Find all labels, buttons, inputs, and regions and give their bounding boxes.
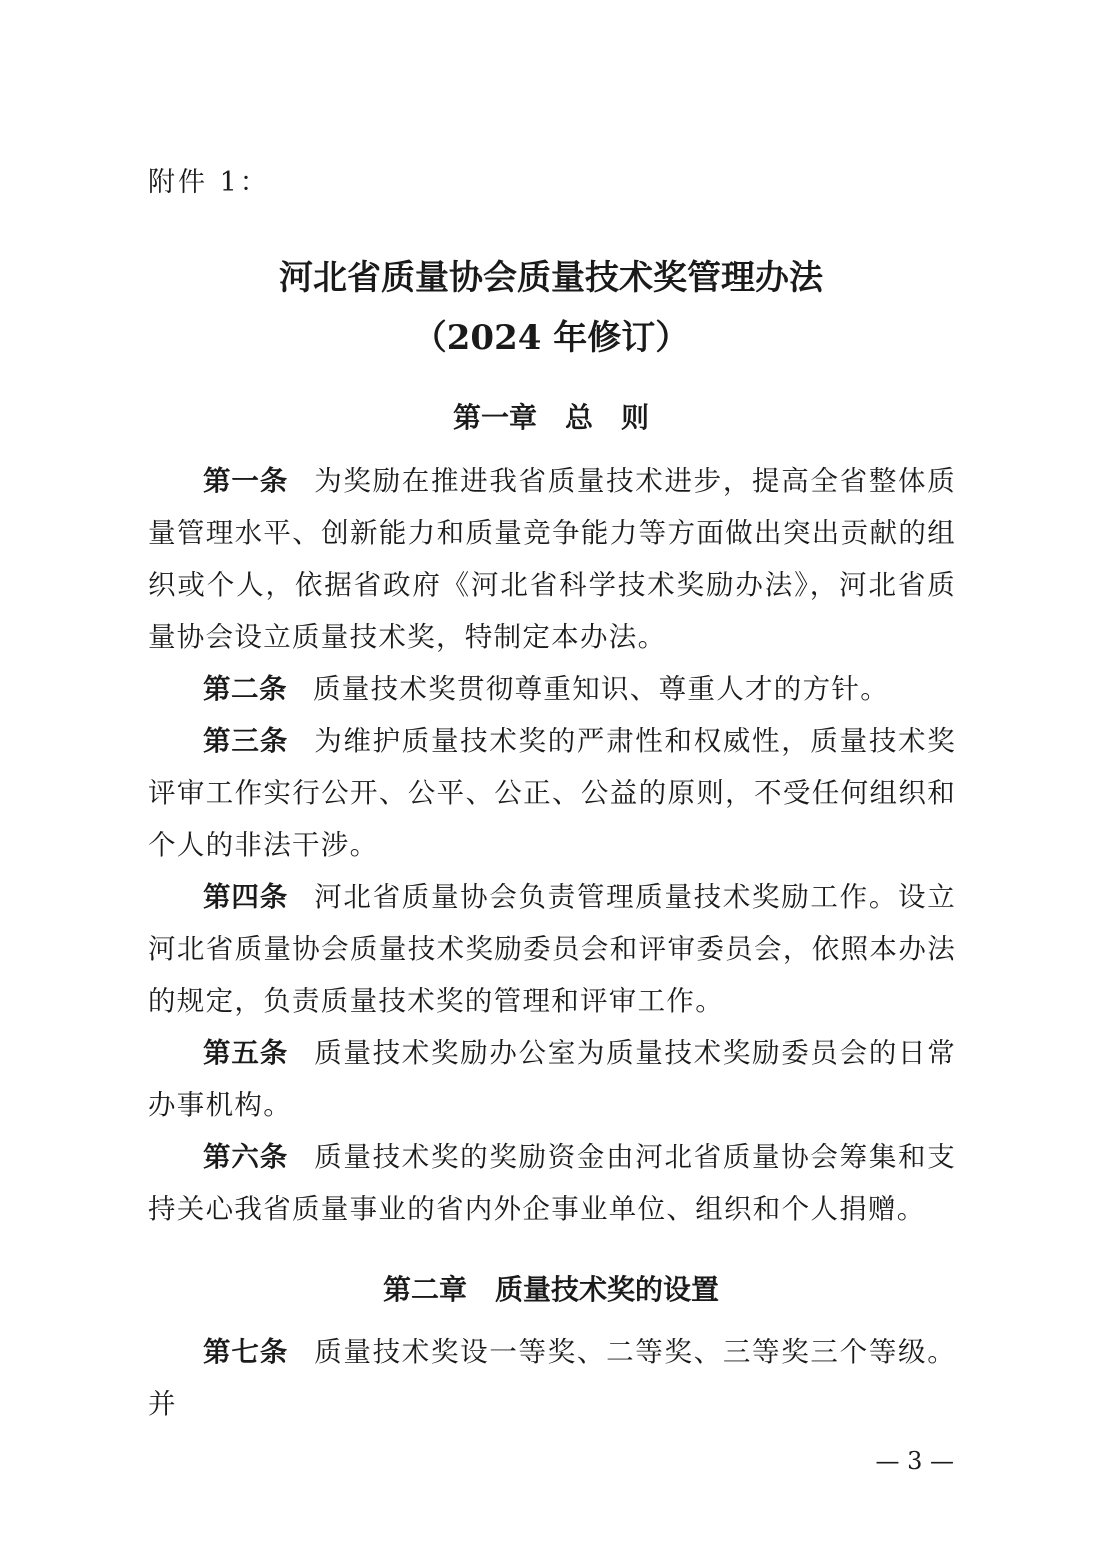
- article-label: 第七条: [203, 1336, 289, 1368]
- chapter-heading: 第一章 总 则: [452, 401, 649, 434]
- article-label: 第三条: [203, 725, 289, 757]
- article-label: 第五条: [203, 1037, 289, 1069]
- article-paragraph: [148, 871, 956, 1027]
- chapter-body: [148, 1326, 956, 1430]
- article-text: 河北省质量协会负责管理质量技术奖励工作。设立河北省质量协会质量技术奖励委员会和评审委员会，依照本办法的规定，负责质量技术奖的管理和评审工作。: [148, 881, 957, 1017]
- article-paragraph: [148, 455, 956, 663]
- document-subtitle: （2024 年修订）: [412, 318, 690, 358]
- page-number: — 3 —: [875, 1447, 954, 1475]
- article-paragraph: [148, 1326, 956, 1430]
- attachment-label: 附件 1：: [148, 167, 270, 198]
- chapter-heading: 第二章 质量技术奖的设置: [382, 1273, 719, 1306]
- document-title: 河北省质量协会质量技术奖管理办法: [279, 258, 823, 298]
- article-paragraph: [148, 1027, 956, 1131]
- article-text: 为奖励在推进我省质量技术进步，提高全省整体质量管理水平、创新能力和质量竞争能力等方面做出突出贡献的组织或个人，依据省政府《河北省科学技术奖励办法》，河北省质量协会设立质量技术奖，特制定本办法。: [148, 465, 957, 653]
- article-paragraph: [148, 715, 956, 871]
- article-paragraph: [148, 663, 956, 715]
- article-text: 质量技术奖设一等奖、二等奖、三等奖三个等级。并: [148, 1336, 957, 1420]
- article-paragraph: [148, 1131, 956, 1235]
- article-label: 第六条: [203, 1141, 289, 1173]
- article-text: 质量技术奖的奖励资金由河北省质量协会筹集和支持关心我省质量事业的省内外企事业单位、组织和个人捐赠。: [148, 1141, 957, 1225]
- article-label: 第一条: [203, 465, 289, 497]
- article-text: 为维护质量技术奖的严肃性和权威性，质量技术奖评审工作实行公开、公平、公正、公益的原则，不受任何组织和个人的非法干涉。: [148, 725, 957, 861]
- article-text: 质量技术奖贯彻尊重知识、尊重人才的方针。: [313, 673, 889, 705]
- article-text: 质量技术奖励办公室为质量技术奖励委员会的日常办事机构。: [148, 1037, 957, 1121]
- chapter-body: [148, 455, 956, 1235]
- article-label: 第四条: [203, 881, 289, 913]
- article-label: 第二条: [203, 673, 287, 705]
